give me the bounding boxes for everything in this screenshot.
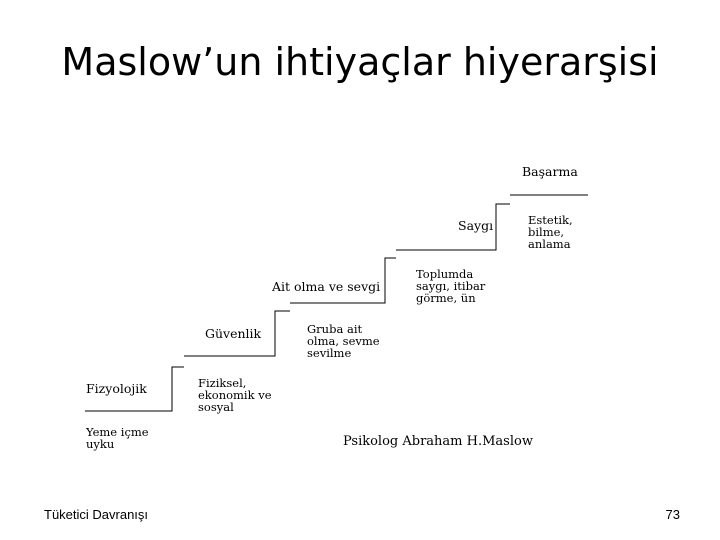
slide-title: Maslow’un ihtiyaçlar hiyerarşisi — [61, 40, 659, 84]
level-ait-olma-label: Ait olma ve sevgi — [272, 279, 381, 294]
level-basarma-description: Estetik, bilme, anlama — [528, 213, 573, 251]
attribution: Psikolog Abraham H.Maslow — [343, 434, 533, 449]
level-guvenlik-label: Güvenlik — [205, 326, 262, 341]
page-number: 73 — [665, 507, 680, 522]
level-saygi-label: Saygı — [458, 218, 494, 233]
level-fizyolojik-description: Yeme içme uyku — [86, 425, 149, 451]
level-fizyolojik-label: Fizyolojik — [86, 381, 147, 396]
level-guvenlik-description: Fiziksel, ekonomik ve sosyal — [198, 376, 272, 414]
level-saygi-description: Toplumda saygı, itibar görme, ün — [416, 267, 486, 305]
level-basarma-label: Başarma — [522, 164, 578, 179]
level-ait-olma-description: Gruba ait olma, sevme sevilme — [307, 322, 380, 360]
footer-course-title: Tüketici Davranışı — [44, 507, 149, 522]
